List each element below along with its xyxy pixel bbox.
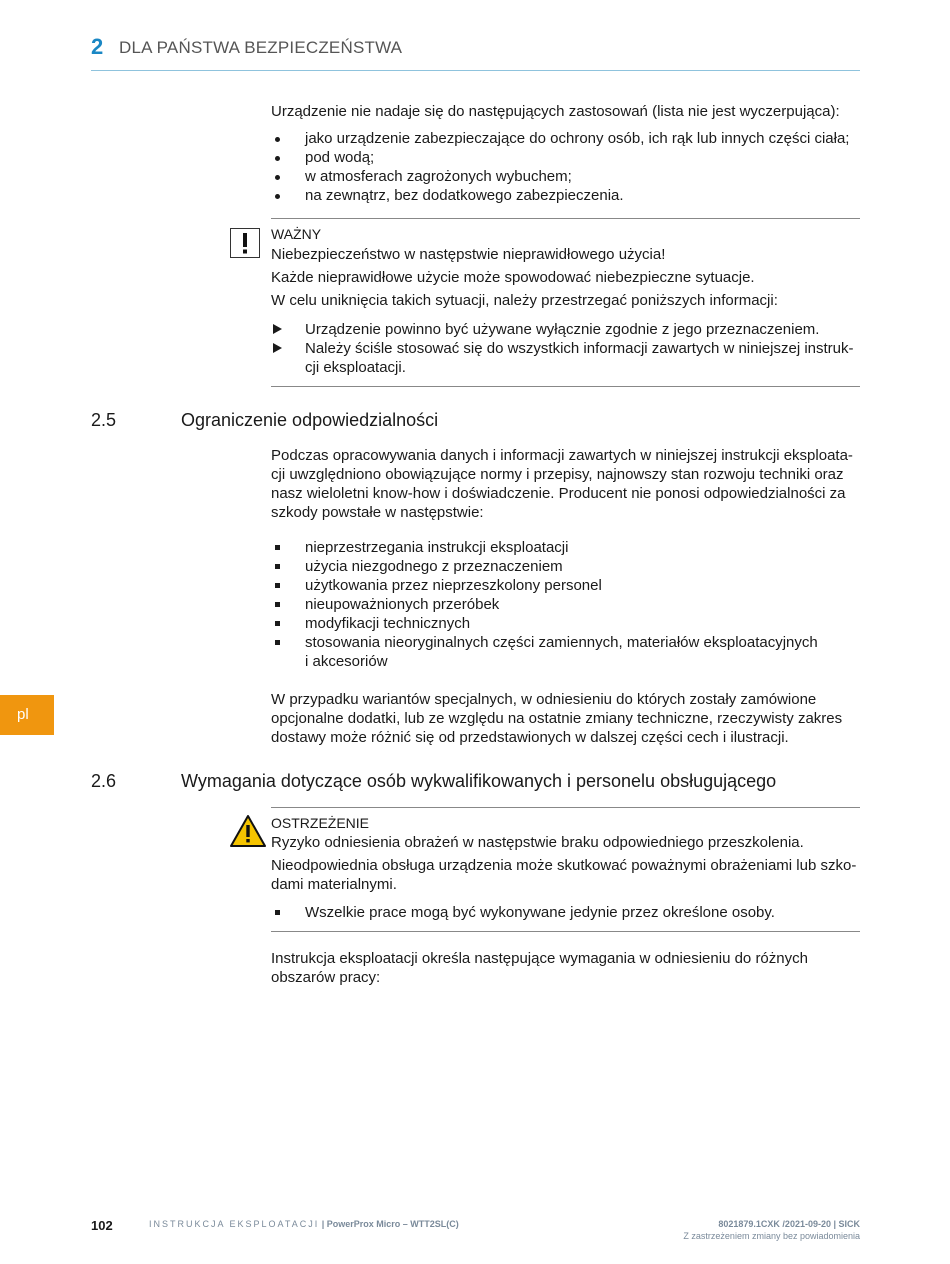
liability-list: [271, 538, 861, 671]
list-item: Wszelkie prace mogą być wykonywane jedynie przez określone osoby.: [271, 903, 861, 922]
notice-instructions: [271, 320, 861, 377]
closing-paragraph: [271, 949, 871, 987]
notice-text-2: W celu uniknięcia takich sytuacji, należy przestrzegać poniższych informacji:: [271, 292, 778, 309]
warning-label: OSTRZEŻENIE: [271, 815, 370, 831]
chapter-number: 2: [91, 34, 104, 59]
warning-heading-end: .: [799, 834, 804, 851]
doc-reference: 8021879.1CXK /2021-09-20 | SICK: [718, 1219, 860, 1229]
list-item: pod wodą;: [271, 148, 861, 167]
list-item: jako urządzenie zabezpieczające do ochrony osób, ich rąk lub innych części ciała;: [271, 129, 861, 148]
warning-heading: [271, 833, 871, 852]
instruction-item-continuation: cji eksploatacji.: [305, 359, 406, 376]
section-title: Wymagania dotyczące osób wykwalifikowanych i personelu obsługującego: [181, 771, 777, 791]
footer-document: [149, 1219, 459, 1229]
list-item: użytkowania przez nieprzeszkolony personel: [271, 576, 861, 595]
list-item: stosowania nieoryginalnych części zamiennych, materiałów eksploatacyjnych: [271, 633, 861, 652]
notice-text-1: Każde nieprawidłowe użycie może spowodować niebezpieczne sytuacje.: [271, 269, 755, 286]
notice-heading: Niebezpieczeństwo w następstwie nieprawidłowego użycia!: [271, 246, 666, 263]
page-header: [91, 34, 860, 71]
paragraph-line: Nieodpowiednia obsługa urządzenia może skutkować poważnymi obrażeniami lub szko-: [271, 857, 857, 874]
paragraph-line: Instrukcja eksploatacji określa następujące wymagania w odniesieniu do różnych: [271, 950, 808, 967]
paragraph-line: obszarów pracy:: [271, 969, 381, 986]
language-tab: pl: [0, 695, 54, 735]
list-item: w atmosferach zagrożonych wybuchem;: [271, 167, 861, 186]
section-title: Ograniczenie odpowiedzialności: [181, 410, 439, 430]
chapter-title: DLA PAŃSTWA BEZPIECZEŃSTWA: [119, 38, 403, 57]
liability-paragraph: [271, 446, 871, 522]
notice-top-rule: [271, 218, 860, 219]
section-number: 2.5: [91, 410, 117, 430]
warning-triangle-icon: [229, 814, 267, 848]
doc-type: INSTRUKCJA EKSPLOATACJI: [149, 1219, 320, 1229]
list-item: nieupoważnionych przeróbek: [271, 595, 861, 614]
notice-bottom-rule: [271, 386, 860, 387]
paragraph-line: Podczas opracowywania danych i informacji zawartych w niniejszej instrukcji eksploata-: [271, 447, 853, 464]
instruction-item: Urządzenie powinno być używane wyłącznie zgodnie z jego przeznaczeniem.: [271, 320, 861, 339]
footer-right: [560, 1218, 860, 1242]
paragraph-line: dami materialnymi.: [271, 876, 397, 893]
page-number: 102: [91, 1218, 113, 1233]
list-item: na zewnątrz, bez dodatkowego zabezpieczenia.: [271, 186, 861, 205]
list-item: modyfikacji technicznych: [271, 614, 861, 633]
section-number: 2.6: [91, 771, 117, 791]
instruction-item: Należy ściśle stosować się do wszystkich informacji zawartych w niniejszej instruk-: [271, 339, 861, 358]
intro-list: [271, 129, 861, 205]
paragraph-line: dostawy może różnić się od przedstawionych w dalszej części cech i ilustracji.: [271, 729, 789, 746]
paragraph-line: cji uwzględniono obowiązujące normy i przepisy, najnowszy stan rozwoju techniki oraz: [271, 466, 844, 483]
variants-paragraph: [271, 690, 871, 747]
list-item: nieprzestrzegania instrukcji eksploatacji: [271, 538, 861, 557]
warning-heading-text: Ryzyko odniesienia obrażeń w następstwie braku odpowiedniego przeszkolenia: [271, 834, 800, 851]
list-item: użycia niezgodnego z przeznaczeniem: [271, 557, 861, 576]
change-notice: Z zastrzeżeniem zmiany bez powiadomienia: [683, 1231, 860, 1241]
paragraph-line: opcjonalne dodatki, lub ze względu na ostatnie zmiany techniczne, rzeczywisty zakres: [271, 710, 843, 727]
intro-text: Urządzenie nie nadaje się do następujących zastosowań (lista nie jest wyczerpująca):: [271, 103, 840, 120]
exclamation-icon: [230, 228, 260, 258]
paragraph-line: W przypadku wariantów specjalnych, w odniesieniu do których zostały zamówione: [271, 691, 817, 708]
warning-text: [271, 856, 871, 894]
warning-top-rule: [271, 807, 860, 808]
paragraph-line: nasz wieloletni know-how i doświadczenie. Producent nie ponosi odpowiedzialności za: [271, 485, 846, 502]
warning-bottom-rule: [271, 931, 860, 932]
doc-separator: |: [319, 1219, 327, 1229]
paragraph-line: szkody powstałe w następstwie:: [271, 504, 484, 521]
product-name: PowerProx Micro – WTT2SL(C): [326, 1219, 459, 1229]
warning-list: [271, 903, 861, 922]
list-item-continuation: i akcesoriów: [305, 653, 388, 670]
notice-label: WAŻNY: [271, 226, 322, 242]
